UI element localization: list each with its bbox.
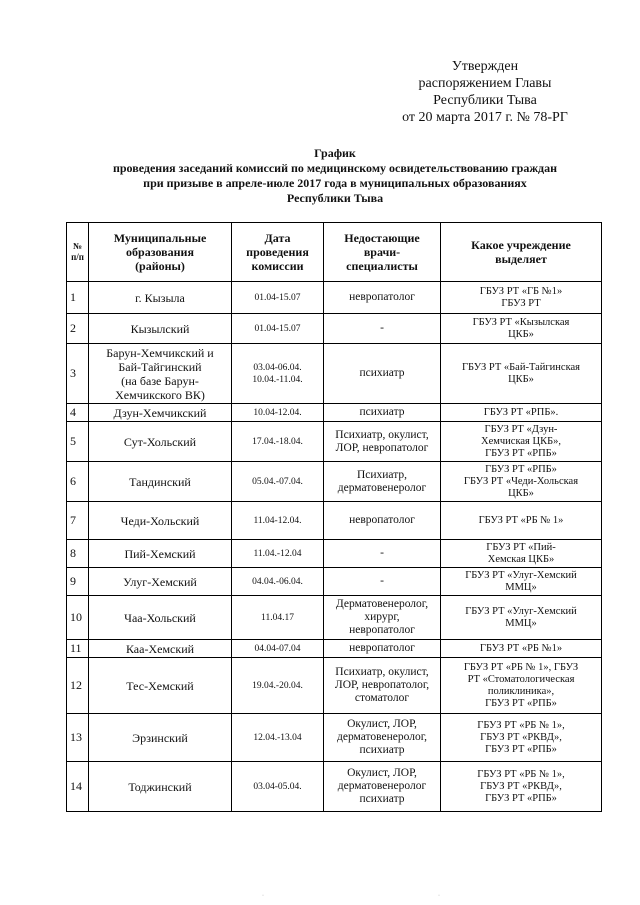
row-number: 4	[67, 404, 89, 422]
cell-line: Чаа-Хольский	[124, 610, 196, 625]
cell-line: Бай-Тайгинский	[118, 359, 202, 374]
date-cell	[232, 568, 324, 596]
title-line: проведения заседаний комиссий по медицинскому освидетельствованию граждан	[112, 161, 558, 175]
table-row	[67, 540, 602, 568]
specialists-cell	[324, 540, 441, 568]
specialists-cell	[324, 404, 441, 422]
header-line: комиссии	[251, 259, 304, 273]
date-cell	[232, 502, 324, 540]
cell-line: ЦКБ»	[508, 373, 534, 385]
header-line: Какое учреждение	[471, 238, 571, 252]
cell-line: 04.04-07.04	[254, 643, 301, 654]
cell-line: ГБУЗ РТ «РПБ»	[485, 447, 557, 459]
cell-line: невропатолог	[349, 624, 415, 636]
cell-line: ЦКБ»	[508, 487, 534, 499]
cell-line: ГБУЗ РТ «РБ № 1», ГБУЗ	[463, 661, 579, 673]
cell-line: ГБУЗ РТ «РБ № 1»,	[477, 719, 565, 731]
institution-cell	[441, 502, 602, 540]
cell-line: Хемская ЦКБ»	[487, 553, 555, 565]
municipality-cell	[89, 314, 232, 344]
cell-line: психиатр	[359, 744, 405, 756]
title-line: График	[314, 146, 356, 160]
institution-cell	[441, 314, 602, 344]
row-number: 7	[67, 502, 89, 540]
institution-cell	[441, 640, 602, 658]
cell-line: 10.04.-11.04.	[252, 374, 303, 385]
table-row	[67, 314, 602, 344]
table-row	[67, 282, 602, 314]
cell-line: Тес-Хемский	[126, 678, 194, 693]
cell-line: Эрзинский	[132, 730, 188, 745]
cell-line: 17.04.-18.04.	[252, 436, 303, 447]
specialists-cell	[324, 714, 441, 762]
cell-line: Чеди-Хольский	[120, 513, 200, 528]
scan-speck: ·	[438, 893, 440, 899]
institution-cell	[441, 596, 602, 640]
cell-line: ГБУЗ РТ «РПБ»	[485, 697, 557, 709]
institution-cell	[441, 714, 602, 762]
municipality-cell	[89, 714, 232, 762]
cell-line: Окулист, ЛОР,	[347, 718, 417, 730]
date-cell	[232, 344, 324, 404]
cell-line: 10.04-12.04.	[253, 407, 302, 418]
cell-line: ГБУЗ РТ «РБ № 1»	[478, 514, 564, 526]
row-number: 8	[67, 540, 89, 568]
cell-line: РТ «Стоматологическая	[467, 673, 575, 685]
specialists-cell	[324, 314, 441, 344]
cell-line: 03.04-05.04.	[253, 781, 302, 792]
table-row	[67, 640, 602, 658]
cell-line: -	[380, 575, 384, 587]
header-line: Недостающие	[344, 231, 420, 245]
cell-line: ЦКБ»	[508, 328, 534, 340]
row-number: 3	[67, 344, 89, 404]
header-line: (районы)	[135, 259, 185, 273]
cell-line: Тоджинский	[128, 779, 192, 794]
cell-line: ЛОР, невропатолог,	[334, 679, 430, 691]
table-row	[67, 502, 602, 540]
header-line: врачи-	[363, 245, 401, 259]
header-date	[232, 223, 324, 282]
cell-line: ГБУЗ РТ «РБ № 1»,	[477, 768, 565, 780]
header-municipality	[89, 223, 232, 282]
cell-line: ГБУЗ РТ «Улуг-Хемский	[465, 569, 577, 581]
specialists-cell	[324, 502, 441, 540]
scan-speck: ·	[262, 893, 264, 899]
approval-stamp	[360, 58, 610, 126]
table-row	[67, 462, 602, 502]
cell-line: ГБУЗ РТ «Пий-	[486, 541, 556, 553]
institution-cell	[441, 344, 602, 404]
cell-line: Пий-Хемский	[124, 546, 196, 561]
cell-line: ГБУЗ РТ «Дзун-	[484, 423, 558, 435]
municipality-cell	[89, 568, 232, 596]
table-body	[67, 282, 602, 812]
table-row	[67, 714, 602, 762]
specialists-cell	[324, 282, 441, 314]
row-number: 5	[67, 422, 89, 462]
institution-cell	[441, 658, 602, 714]
cell-line: 11.04.17	[261, 612, 294, 623]
header-line: выделяет	[495, 252, 547, 266]
cell-line: психиатр	[359, 406, 405, 418]
municipality-cell	[89, 540, 232, 568]
approval-line: от 20 марта 2017 г. № 78-РГ	[402, 110, 568, 125]
header-specialists	[324, 223, 441, 282]
document-title	[70, 146, 600, 206]
row-number: 13	[67, 714, 89, 762]
municipality-cell	[89, 462, 232, 502]
institution-cell	[441, 568, 602, 596]
cell-line: ГБУЗ РТ «Бай-Тайгинская	[461, 361, 581, 373]
cell-line: ГБУЗ РТ «РКВД»,	[480, 780, 562, 792]
municipality-cell	[89, 596, 232, 640]
date-cell	[232, 422, 324, 462]
schedule-table	[66, 222, 602, 812]
cell-line: ГБУЗ РТ «РПБ»	[485, 743, 557, 755]
cell-line: ММЦ»	[505, 581, 537, 593]
table-row	[67, 344, 602, 404]
institution-cell	[441, 422, 602, 462]
table-row	[67, 422, 602, 462]
municipality-cell	[89, 282, 232, 314]
header-number	[67, 223, 89, 282]
cell-line: -	[380, 322, 384, 334]
title-line: Республики Тыва	[286, 191, 384, 205]
row-number: 2	[67, 314, 89, 344]
cell-line: -	[380, 547, 384, 559]
cell-line: ЛОР, невропатолог	[335, 441, 429, 454]
specialists-cell	[324, 344, 441, 404]
date-cell	[232, 314, 324, 344]
cell-line: Барун-Хемчикский и	[106, 345, 214, 360]
approval-line: Республики Тыва	[433, 93, 537, 108]
cell-line: Улуг-Хемский	[123, 574, 197, 589]
cell-line: 04.04.-06.04.	[252, 576, 303, 587]
table-row	[67, 596, 602, 640]
cell-line: Кызылский	[130, 321, 190, 336]
cell-line: ГБУЗ РТ «Чеди-Хольская	[463, 475, 579, 487]
table-row	[67, 404, 602, 422]
institution-cell	[441, 462, 602, 502]
cell-line: ГБУЗ РТ «РКВД»,	[480, 731, 562, 743]
cell-line: 11.04.-12.04	[253, 548, 302, 559]
table-header-row	[67, 223, 602, 282]
cell-line: невропатолог	[349, 514, 415, 526]
row-number: 10	[67, 596, 89, 640]
specialists-cell	[324, 462, 441, 502]
institution-cell	[441, 540, 602, 568]
cell-line: дерматовенеролог	[337, 780, 427, 792]
cell-line: ГБУЗ РТ «ГБ №1»	[479, 285, 563, 297]
cell-line: психиатр	[359, 793, 405, 805]
cell-line: стоматолог	[354, 692, 410, 704]
specialists-cell	[324, 568, 441, 596]
date-cell	[232, 404, 324, 422]
cell-line: г. Кызыла	[135, 290, 185, 305]
cell-line: Тандинский	[129, 474, 191, 489]
cell-line: ГБУЗ РТ «РПБ»	[485, 792, 557, 804]
cell-line: дерматовенеролог,	[336, 731, 428, 743]
row-number: 1	[67, 282, 89, 314]
date-cell	[232, 540, 324, 568]
cell-line: ГБУЗ РТ	[501, 297, 541, 309]
municipality-cell	[89, 640, 232, 658]
institution-cell	[441, 762, 602, 812]
cell-line: Сут-Хольский	[123, 434, 197, 449]
table-row	[67, 568, 602, 596]
cell-line: 19.04.-20.04.	[252, 680, 303, 691]
municipality-cell	[89, 762, 232, 812]
row-number: 12	[67, 658, 89, 714]
table-row	[67, 762, 602, 812]
header-line: образования	[126, 245, 194, 259]
cell-line: хирург,	[364, 611, 400, 623]
header-line: Дата	[264, 231, 291, 245]
row-number: 11	[67, 640, 89, 658]
approval-line: Утвержден	[451, 59, 519, 74]
specialists-cell	[324, 596, 441, 640]
cell-line: Хемчиская ЦКБ»,	[481, 435, 561, 447]
cell-line: 12.04.-13.04	[253, 732, 302, 743]
cell-line: Дзун-Хемчикский	[113, 405, 207, 420]
municipality-cell	[89, 422, 232, 462]
cell-line: 05.04.-07.04.	[252, 476, 303, 487]
header-line: №	[72, 241, 83, 251]
specialists-cell	[324, 762, 441, 812]
header-institution	[441, 223, 602, 282]
cell-line: 01.04-15.07	[254, 292, 301, 303]
cell-line: поликлиника»,	[487, 685, 555, 697]
cell-line: ГБУЗ РТ «РБ №1»	[479, 642, 563, 654]
date-cell	[232, 658, 324, 714]
municipality-cell	[89, 502, 232, 540]
cell-line: (на базе Барун-	[121, 373, 199, 388]
cell-line: 11.04-12.04.	[253, 515, 302, 526]
cell-line: ГБУЗ РТ «РПБ».	[483, 406, 559, 418]
cell-line: Каа-Хемский	[125, 641, 195, 656]
municipality-cell	[89, 344, 232, 404]
cell-line: Психиатр, окулист,	[335, 428, 429, 441]
municipality-cell	[89, 658, 232, 714]
date-cell	[232, 462, 324, 502]
header-line: Муниципальные	[113, 231, 207, 245]
date-cell	[232, 640, 324, 658]
date-cell	[232, 762, 324, 812]
cell-line: ГБУЗ РТ «Кызылская	[472, 316, 570, 328]
institution-cell	[441, 282, 602, 314]
row-number: 6	[67, 462, 89, 502]
cell-line: невропатолог	[349, 642, 415, 654]
municipality-cell	[89, 404, 232, 422]
approval-line: распоряжением Главы	[418, 76, 552, 91]
cell-line: Хемчикского ВК)	[115, 387, 205, 402]
cell-line: ГБУЗ РТ «РПБ»	[485, 463, 557, 475]
cell-line: психиатр	[359, 367, 405, 379]
cell-line: 01.04-15.07	[254, 323, 301, 334]
cell-line: Окулист, ЛОР,	[347, 767, 417, 779]
cell-line: дерматовенеролог	[337, 481, 427, 494]
cell-line: ММЦ»	[505, 617, 537, 629]
specialists-cell	[324, 640, 441, 658]
cell-line: Дерматовенеролог,	[335, 598, 429, 610]
cell-line: Психиатр, окулист,	[335, 666, 429, 678]
cell-line: ГБУЗ РТ «Улуг-Хемский	[465, 605, 577, 617]
date-cell	[232, 596, 324, 640]
specialists-cell	[324, 422, 441, 462]
header-line: специалисты	[346, 259, 418, 273]
table-row	[67, 658, 602, 714]
header-line: проведения	[246, 245, 309, 259]
institution-cell	[441, 404, 602, 422]
cell-line: невропатолог	[349, 291, 415, 303]
date-cell	[232, 282, 324, 314]
date-cell	[232, 714, 324, 762]
cell-line: Психиатр,	[356, 468, 408, 481]
specialists-cell	[324, 658, 441, 714]
row-number: 9	[67, 568, 89, 596]
header-line: п/п	[71, 252, 84, 262]
title-line: при призыве в апреле-июле 2017 года в муниципальных образованиях	[143, 176, 527, 190]
cell-line: 03.04-06.04.	[253, 362, 302, 373]
row-number: 14	[67, 762, 89, 812]
